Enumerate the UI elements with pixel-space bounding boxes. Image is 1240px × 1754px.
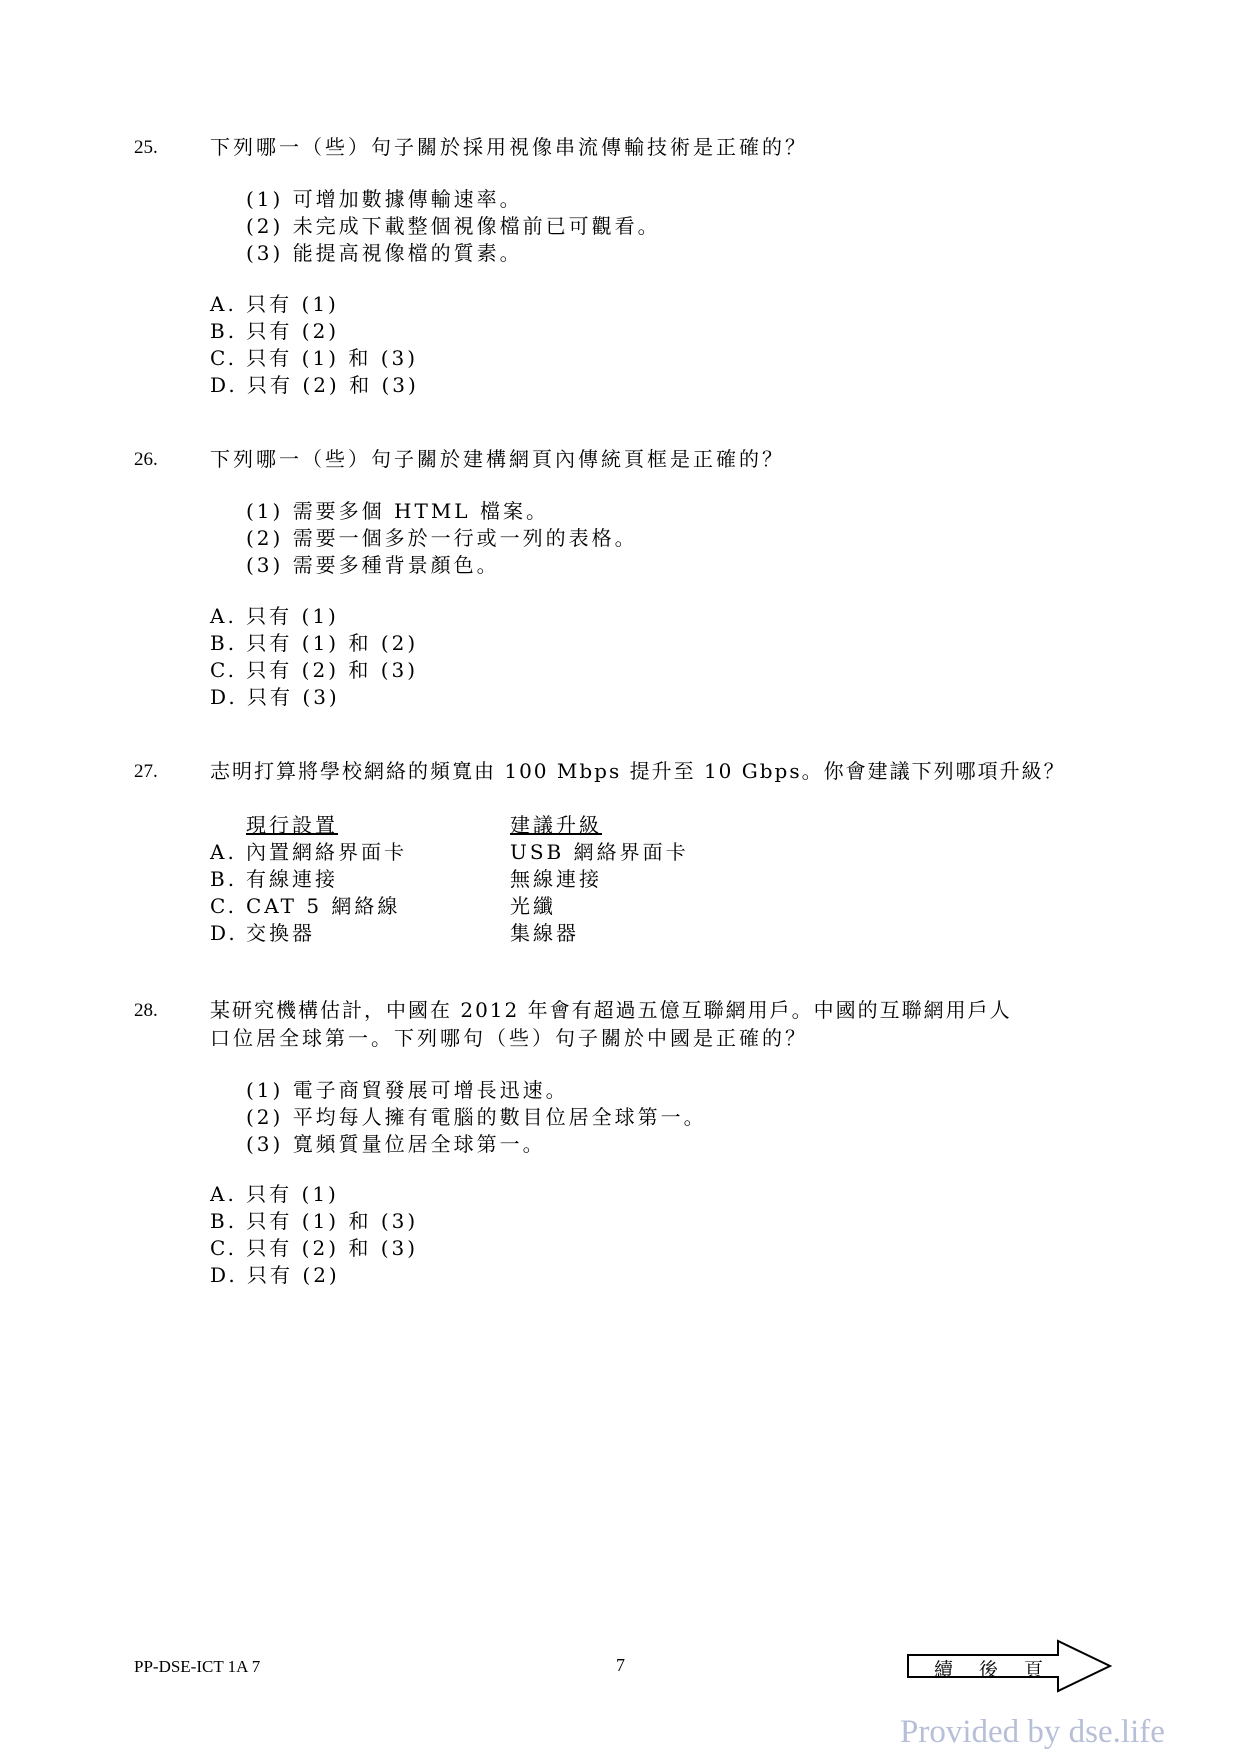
statement: (2) 需要一個多於一行或一列的表格。 bbox=[246, 526, 638, 550]
option-c-label: C. bbox=[210, 894, 237, 918]
option-c: C. 只有 (2) 和 (3) bbox=[210, 1236, 419, 1260]
watermark: Provided by dse.life bbox=[900, 1714, 1165, 1750]
column-header-current: 現行設置 bbox=[246, 813, 338, 837]
option-b-label: B. bbox=[210, 867, 238, 891]
question-text-line1: 某研究機構估計，中國在 2012 年會有超過五億互聯網用戶。中國的互聯網用戶人 bbox=[210, 998, 1012, 1022]
option-b-current: 有線連接 bbox=[246, 867, 338, 891]
statement: (2) 未完成下載整個視像檔前已可觀看。 bbox=[246, 214, 661, 238]
question-text: 志明打算將學校網絡的頻寬由 100 Mbps 提升至 10 Gbps。你會建議下列哪項升級？ bbox=[210, 759, 1066, 783]
option-b: B. 只有 (1) 和 (2) bbox=[210, 631, 419, 655]
option-d-current: 交換器 bbox=[246, 921, 315, 945]
statement: (1) 需要多個 HTML 檔案。 bbox=[246, 499, 549, 523]
question-number: 28. bbox=[134, 1000, 158, 1021]
statement: (2) 平均每人擁有電腦的數目位居全球第一。 bbox=[246, 1105, 707, 1129]
question-number: 26. bbox=[134, 449, 158, 470]
option-d: D. 只有 (2) bbox=[210, 1263, 340, 1287]
option-a-current: 內置網絡界面卡 bbox=[246, 840, 407, 864]
next-page-arrow bbox=[906, 1638, 1114, 1694]
statement: (1) 電子商貿發展可增長迅速。 bbox=[246, 1078, 569, 1102]
option-a-upgrade: USB 網絡界面卡 bbox=[510, 840, 689, 864]
statement: (3) 能提高視像檔的質素。 bbox=[246, 241, 523, 265]
option-a: A. 只有 (1) bbox=[210, 1182, 339, 1206]
page-number: 7 bbox=[616, 1655, 625, 1675]
option-d-label: D. bbox=[210, 921, 238, 945]
option-b: B. 只有 (2) bbox=[210, 319, 340, 343]
statement: (3) 需要多種背景顏色。 bbox=[246, 553, 500, 577]
paper-code: PP-DSE-ICT 1A 7 bbox=[134, 1657, 261, 1676]
question-text: 下列哪一（些）句子關於建構網頁內傳統頁框是正確的？ bbox=[210, 447, 785, 471]
option-d: D. 只有 (3) bbox=[210, 685, 340, 709]
option-c: C. 只有 (2) 和 (3) bbox=[210, 658, 419, 682]
question-number: 25. bbox=[134, 137, 158, 158]
question-text-line2: 口位居全球第一。下列哪句（些）句子關於中國是正確的？ bbox=[210, 1026, 808, 1050]
option-c-upgrade: 光纖 bbox=[510, 894, 556, 918]
option-c: C. 只有 (1) 和 (3) bbox=[210, 346, 419, 370]
option-a: A. 只有 (1) bbox=[210, 604, 339, 628]
option-d-upgrade: 集線器 bbox=[510, 921, 579, 945]
option-a: A. 只有 (1) bbox=[210, 292, 339, 316]
next-page-label: 續後頁 bbox=[934, 1659, 1070, 1681]
question-number: 27. bbox=[134, 761, 158, 782]
statement: (3) 寬頻質量位居全球第一。 bbox=[246, 1132, 546, 1156]
question-text: 下列哪一（些）句子關於採用視像串流傳輸技術是正確的？ bbox=[210, 135, 808, 159]
column-header-upgrade: 建議升級 bbox=[510, 813, 602, 837]
option-d: D. 只有 (2) 和 (3) bbox=[210, 373, 419, 397]
option-c-current: CAT 5 網絡線 bbox=[246, 894, 401, 918]
option-b: B. 只有 (1) 和 (3) bbox=[210, 1209, 419, 1233]
option-a-label: A. bbox=[210, 840, 237, 864]
option-b-upgrade: 無線連接 bbox=[510, 867, 602, 891]
statement: (1) 可增加數據傳輸速率。 bbox=[246, 187, 523, 211]
